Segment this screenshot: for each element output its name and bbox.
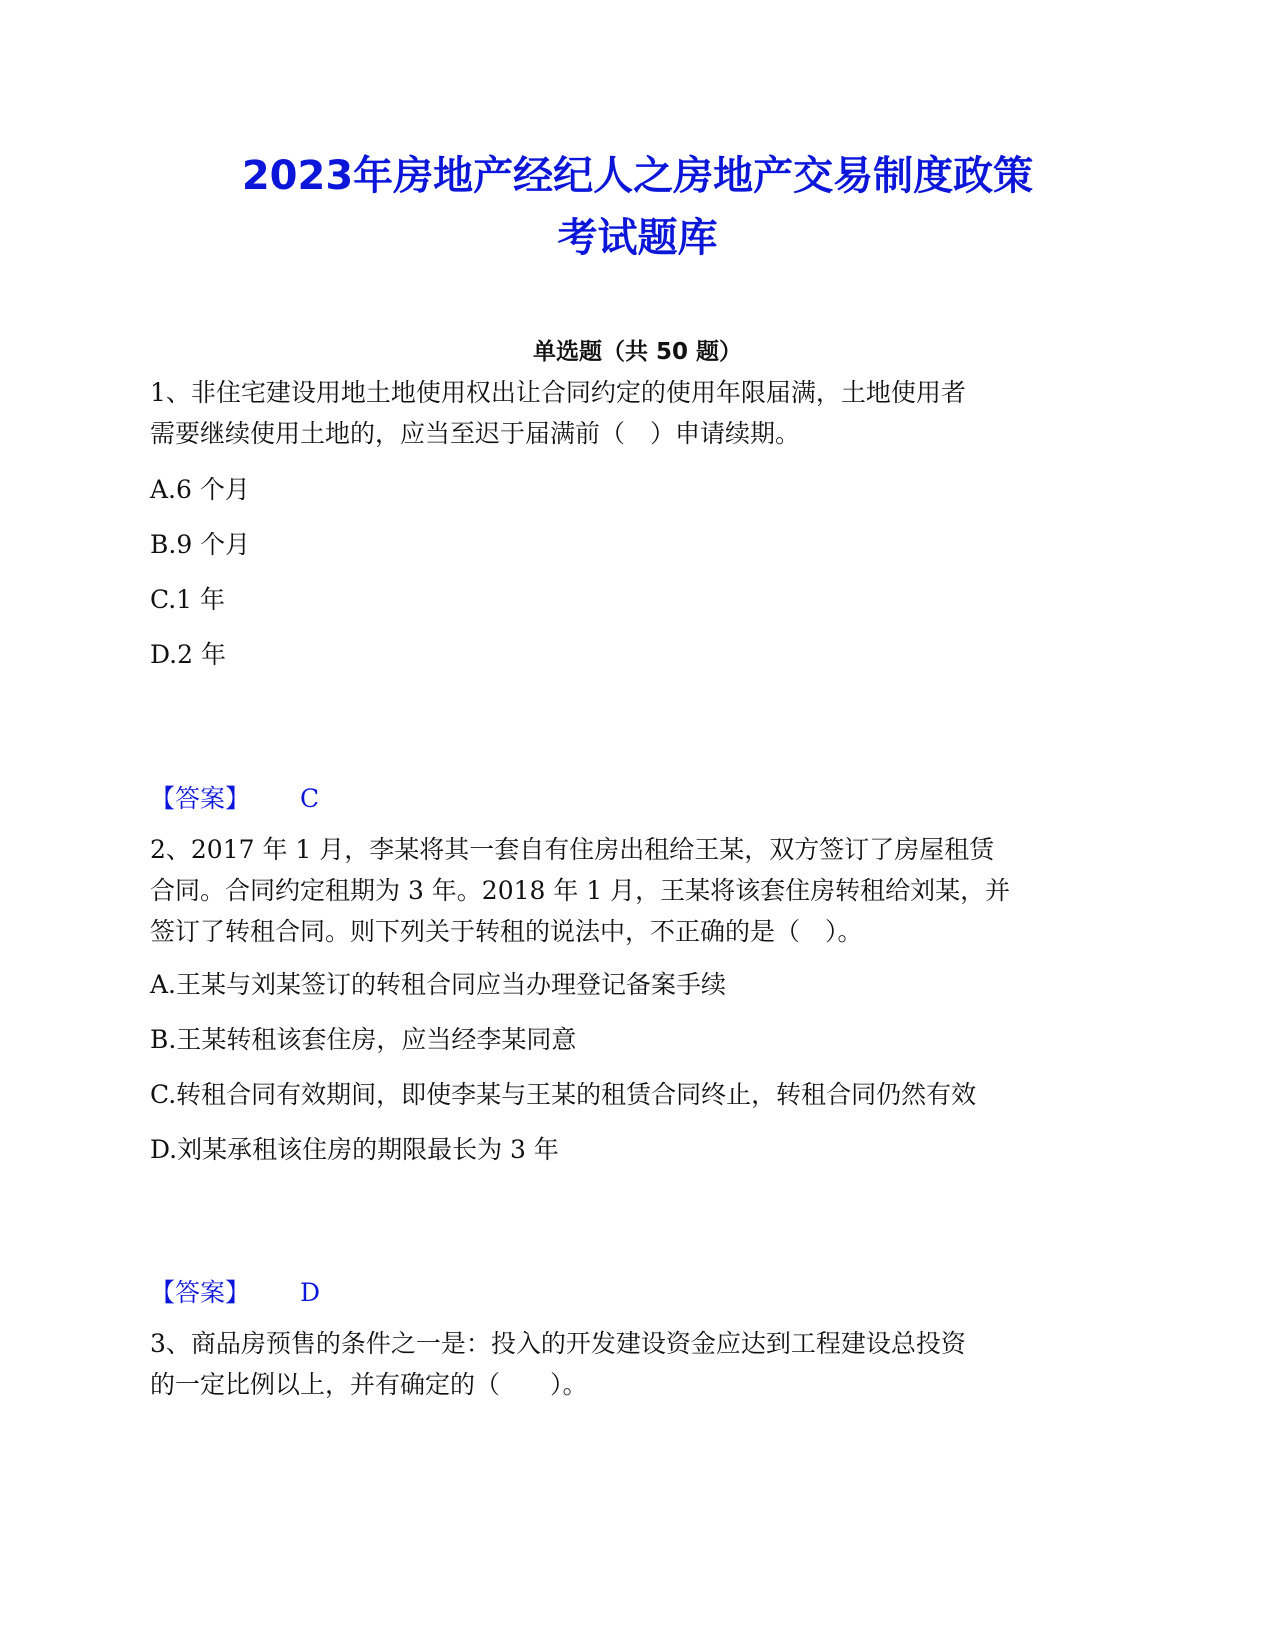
question-2-option-a: A.王某与刘某签订的转租合同应当办理登记备案手续: [150, 970, 727, 999]
question-2-option-b: B.王某转租该套住房，应当经李某同意: [150, 1025, 577, 1054]
section-heading: 单选题（共 50 题）: [532, 339, 743, 365]
question-stem-line: 2、2017 年 1 月，李某将其一套自有住房出租给王某，双方签订了房屋租赁: [150, 835, 995, 864]
answer-value: D: [300, 1278, 321, 1307]
question-2-stem: [150, 829, 1135, 952]
question-stem-line: 的一定比例以上，并有确定的（ ）。: [150, 1370, 588, 1399]
question-1-stem: [150, 372, 1135, 454]
question-2-option-d: D.刘某承租该住房的期限最长为 3 年: [150, 1135, 559, 1164]
answer-value: C: [300, 784, 320, 813]
answer-label: 【答案】: [150, 784, 251, 813]
title-line-2: 考试题库: [557, 215, 718, 261]
question-1-option-c: C.1 年: [150, 585, 226, 614]
title-line-1: 2023年房地产经纪人之房地产交易制度政策: [241, 153, 1034, 199]
answer-label: 【答案】: [150, 1278, 251, 1307]
question-stem-line: 3、商品房预售的条件之一是：投入的开发建设资金应达到工程建设总投资: [150, 1329, 966, 1358]
question-stem-line: 1、非住宅建设用地土地使用权出让合同约定的使用年限届满，土地使用者: [150, 378, 966, 407]
question-stem-line: 签订了转租合同。则下列关于转租的说法中，不正确的是（ ）。: [150, 917, 863, 946]
question-2-option-c: C.转租合同有效期间，即使李某与王某的租赁合同终止，转租合同仍然有效: [150, 1080, 977, 1109]
question-stem-line: 合同。合同约定租期为 3 年。2018 年 1 月，王某将该套住房转租给刘某，并: [150, 876, 1011, 905]
question-stem-line: 需要继续使用土地的，应当至迟于届满前（ ）申请续期。: [150, 419, 801, 448]
question-3-stem: [150, 1323, 1135, 1405]
question-2-answer: [150, 1273, 320, 1309]
question-1-answer: [150, 779, 319, 815]
question-1-option-b: B.9 个月: [150, 530, 251, 559]
page-title: [140, 145, 1135, 269]
question-1-option-d: D.2 年: [150, 640, 226, 669]
question-1-option-a: A.6 个月: [150, 475, 250, 504]
